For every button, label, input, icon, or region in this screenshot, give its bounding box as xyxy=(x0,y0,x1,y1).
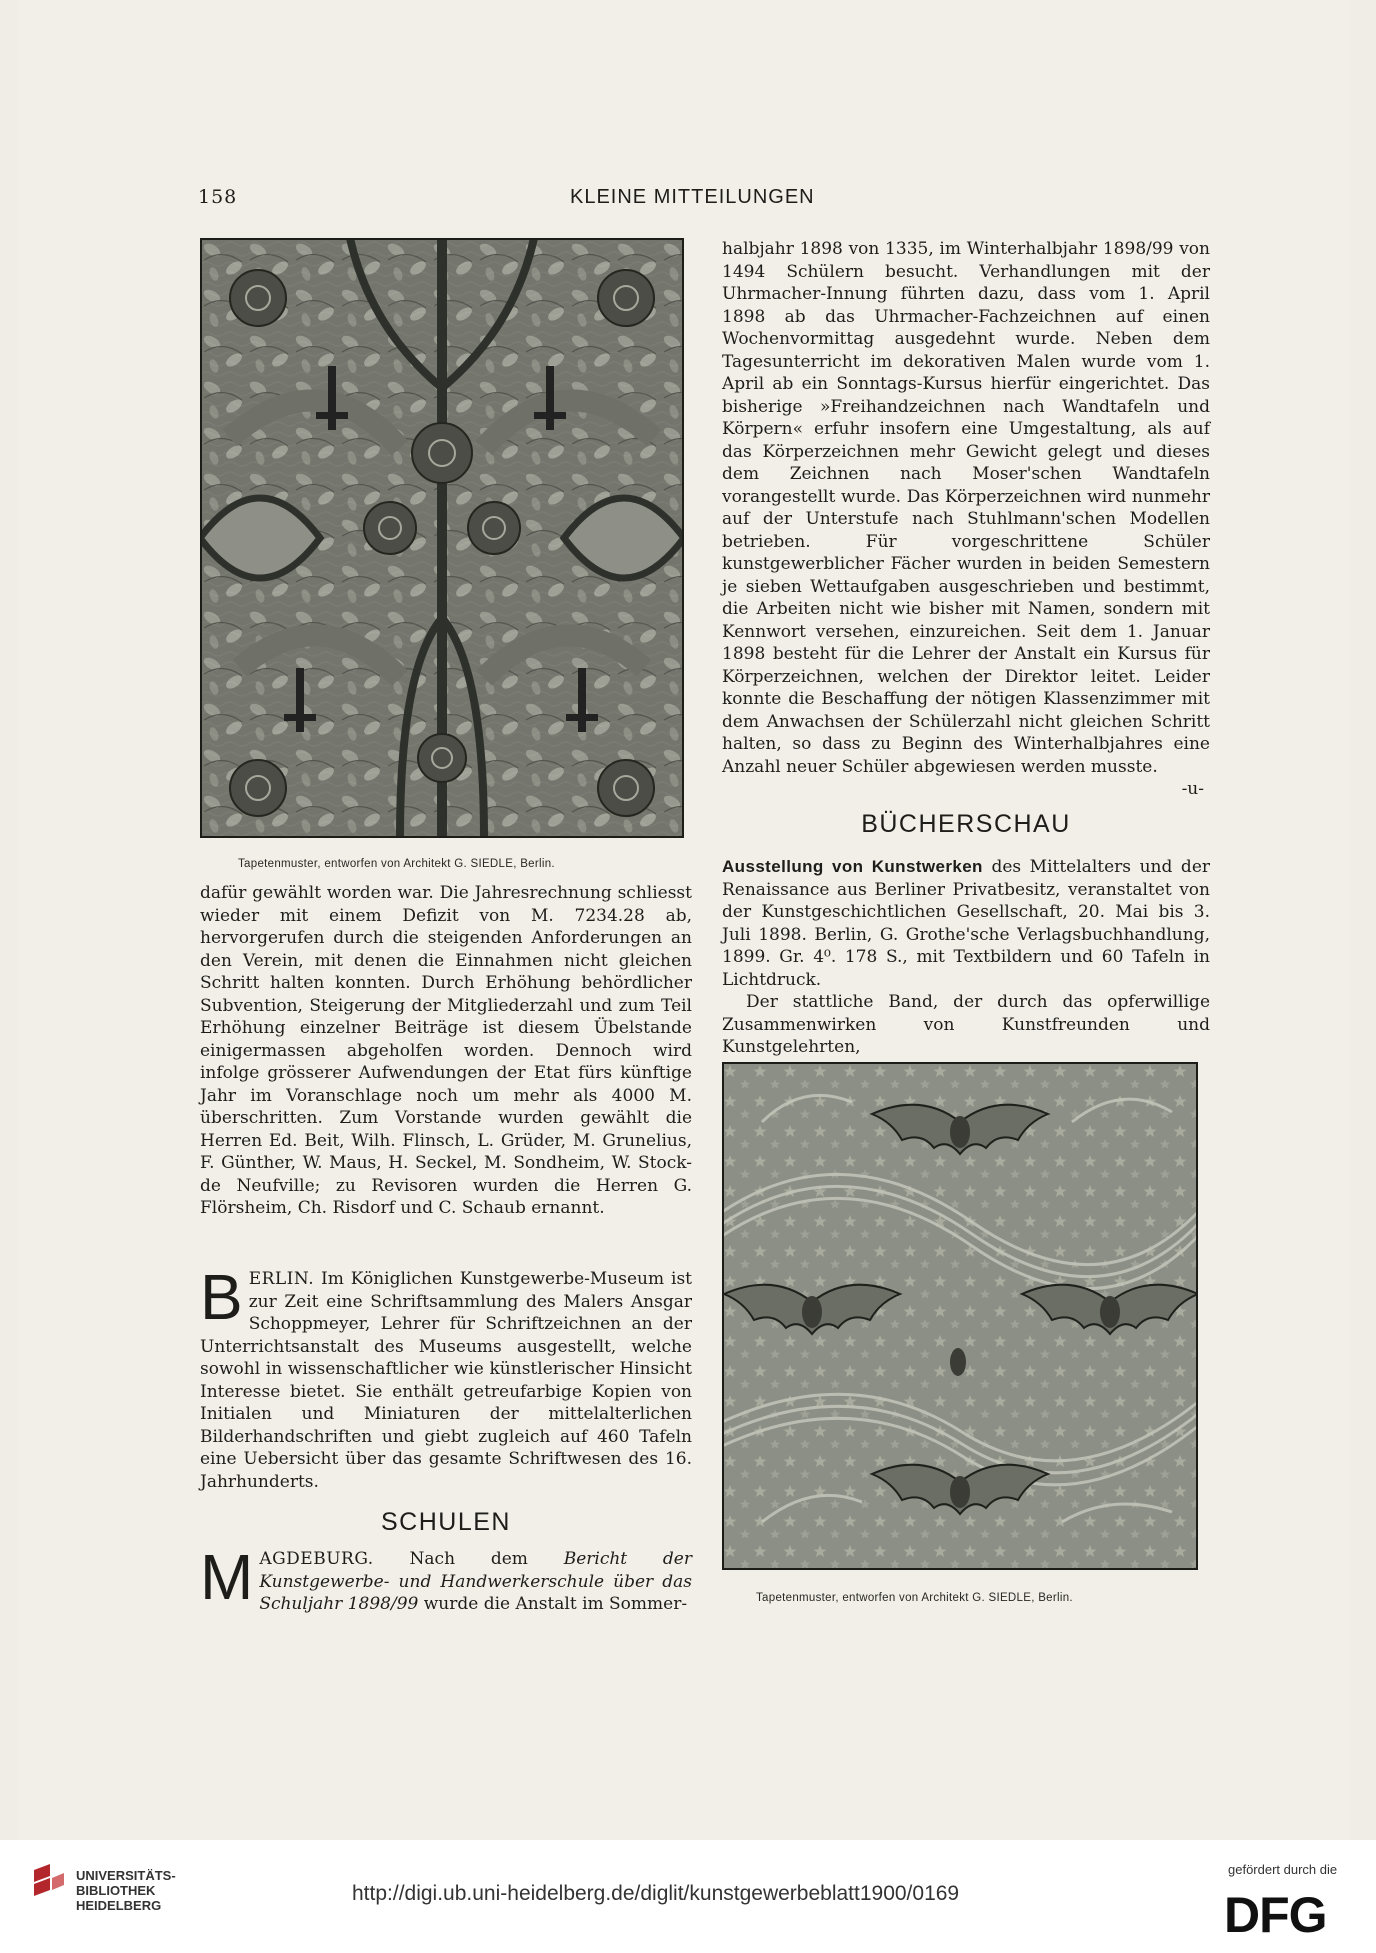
magdeburg-report-title: Bericht der Kunstgewerbe- und Handwerkerschule über das Schuljahr 1898/99 xyxy=(259,1549,692,1614)
figure-top-caption: Tapetenmuster, entworfen von Architekt G. SIEDLE, Berlin. xyxy=(238,858,555,870)
left-paragraph-1: dafür gewählt worden war. Die Jahresrechnung schliesst wieder mit einem Defizit von M. 7234.28 ab, hervorgerufen durch die steigenden Anforderungen an den Verein, mit denen die Einnahmen nicht gleichen Schritt halten konnten. Durch Erhöhung behördlicher Subvention, Steigerung der Mitgliederzahl und zum Teil Erhöhung einzelner Beiträge ist diesem Übelstande einigermassen abgeholfen worden. Dennoch wird infolge grösserer Aufwendungen der Etat fürs künftige Jahr im Voranschlage noch um mehr als 4000 M. überschritten. Zum Vorstande wurden gewählt die Herren Ed. Beit, Wilh. Flinsch, L. Grüder, M. Grunelius, F. Günther, W. Maus, H. Seckel, M. Sondheim, W. Stock-de Neufville; zu Revisoren wurden die Herren G. Flörsheim, Ch. Risdorf und C. Schaub ernannt. xyxy=(200,883,692,1218)
review-body: Der stattliche Band, der durch das opferwillige Zusammenwirken von Kunstfreunden und Kunstgelehrten, xyxy=(722,992,1210,1057)
review-bibliography: des Mittelalters und der Renaissance aus Berliner Privatbesitz, veranstaltet von der Kunstgeschichtlichen Gesellschaft, 20. Mai bis 3. Juli 1898. Berlin, G. Grothe'sche Verlagsbuchhandlung, 1899. Gr. 4⁰. 178 S., mit Textbildern und 60 Tafeln in Lichtdruck. xyxy=(722,857,1210,990)
berlin-text: Im Königlichen Kunstgewerbe-Museum ist zur Zeit eine Schriftsammlung des Malers Ansgar Schoppmeyer, Lehrer für Schriftzeichnen an der Unterrichtsanstalt des Museums ausgestellt, welche sowohl in wissenschaftlicher wie künstlerischer Hinsicht Interesse bietet. Sie enthält getreufarbige Kopien von Initialen und Miniaturen der mittelalterlichen Bilderhandschriften und giebt zugleich auf 460 Tafeln eine Uebersicht über das gesamte Schriftwesen des 16. Jahrhunderts. xyxy=(200,1269,692,1492)
right-paragraph-1: halbjahr 1898 von 1335, im Winterhalbjahr 1898/99 von 1494 Schülern besucht. Verhandlungen mit der Uhrmacher-Innung führten dazu, dass vom 1. April 1898 ab das Uhrmacher-Fachzeichnen auf einen Wochenvormittag ausgedehnt wurde. Neben dem Tagesunterricht im dekorativen Malen wurde vom 1. April ab ein Sonntags-Kursus hierfür eingerichtet. Das bisherige »Freihandzeichnen nach Wandtafeln und Körpern« erfuhr insofern eine Umgestaltung, als auf das Körperzeichnen mehr Gewicht gelegt und dieses dem Zeichnen nach Moser'schen Wandtafeln vorangestellt wurde. Das Körperzeichnen wird nunmehr auf der Unterstufe nach Stuhlmann'schen Modellen betrieben. Für vorgeschrittene Schüler kunstgewerblicher Fächer wurden in beiden Semestern je sieben Wettaufgaben ausgeschrieben und bestimmt, die Arbeiten nicht wie bisher mit Namen, sondern mit Kennwort versehen, einzureichen. Seit dem 1. Januar 1898 besteht für die Lehrer der Anstalt ein Kursus für Körperzeichnen, welchen der Direktor leitet. Leider konnte die Beschaffung der nötigen Klassenzimmer mit dem Anwachsen der Schülerzahl nicht gleichen Schritt halten, so dass zu Beginn des Winterhalbjahres eine Anzahl neuer Schüler abgewiesen werden musste. xyxy=(722,239,1210,777)
library-line-3: HEIDELBERG xyxy=(76,1898,162,1913)
magdeburg-text-1: Nach dem xyxy=(409,1549,528,1569)
right-column-paragraph xyxy=(722,238,1210,801)
berlin-dropcap: B xyxy=(200,1261,243,1333)
magdeburg-text-2: wurde die Anstalt im Sommer- xyxy=(423,1594,688,1614)
author-signature: -u- xyxy=(1181,779,1204,799)
sponsor-label: gefördert durch die xyxy=(1228,1862,1338,1877)
berlin-notice xyxy=(200,1261,692,1493)
magdeburg-lead: AGDEBURG. xyxy=(259,1549,374,1569)
university-library-logo-icon xyxy=(30,1862,70,1902)
wallpaper-pattern-bats-stars xyxy=(722,1062,1198,1570)
dfg-logo: DFG xyxy=(1224,1887,1327,1943)
figure-top xyxy=(200,238,684,838)
left-column-paragraph xyxy=(200,882,692,1220)
permalink-url[interactable]: http://digi.ub.uni-heidelberg.de/diglit/kunstgewerbeblatt1900/0169 xyxy=(352,1882,960,1905)
figure-bottom-caption: Tapetenmuster, entworfen von Architekt G. SIEDLE, Berlin. xyxy=(756,1592,1073,1604)
review-title: Ausstellung von Kunstwerken xyxy=(722,857,983,876)
figure-bottom xyxy=(722,1062,1198,1570)
magdeburg-notice xyxy=(200,1541,692,1616)
library-line-1: UNIVERSITÄTS- xyxy=(76,1868,176,1883)
magdeburg-dropcap: M xyxy=(200,1541,254,1613)
berlin-lead: ERLIN. xyxy=(248,1269,315,1289)
page-number: 158 xyxy=(198,186,238,208)
wallpaper-pattern-roses-thorns xyxy=(200,238,684,838)
buecherschau-heading: BÜCHERSCHAU xyxy=(861,810,1071,838)
digitization-footer xyxy=(0,1840,1376,1953)
book-review xyxy=(722,856,1210,1059)
running-head: KLEINE MITTEILUNGEN xyxy=(570,186,815,208)
schulen-heading: SCHULEN xyxy=(381,1508,511,1536)
library-line-2: BIBLIOTHEK xyxy=(76,1883,156,1898)
library-name xyxy=(76,1868,176,1913)
